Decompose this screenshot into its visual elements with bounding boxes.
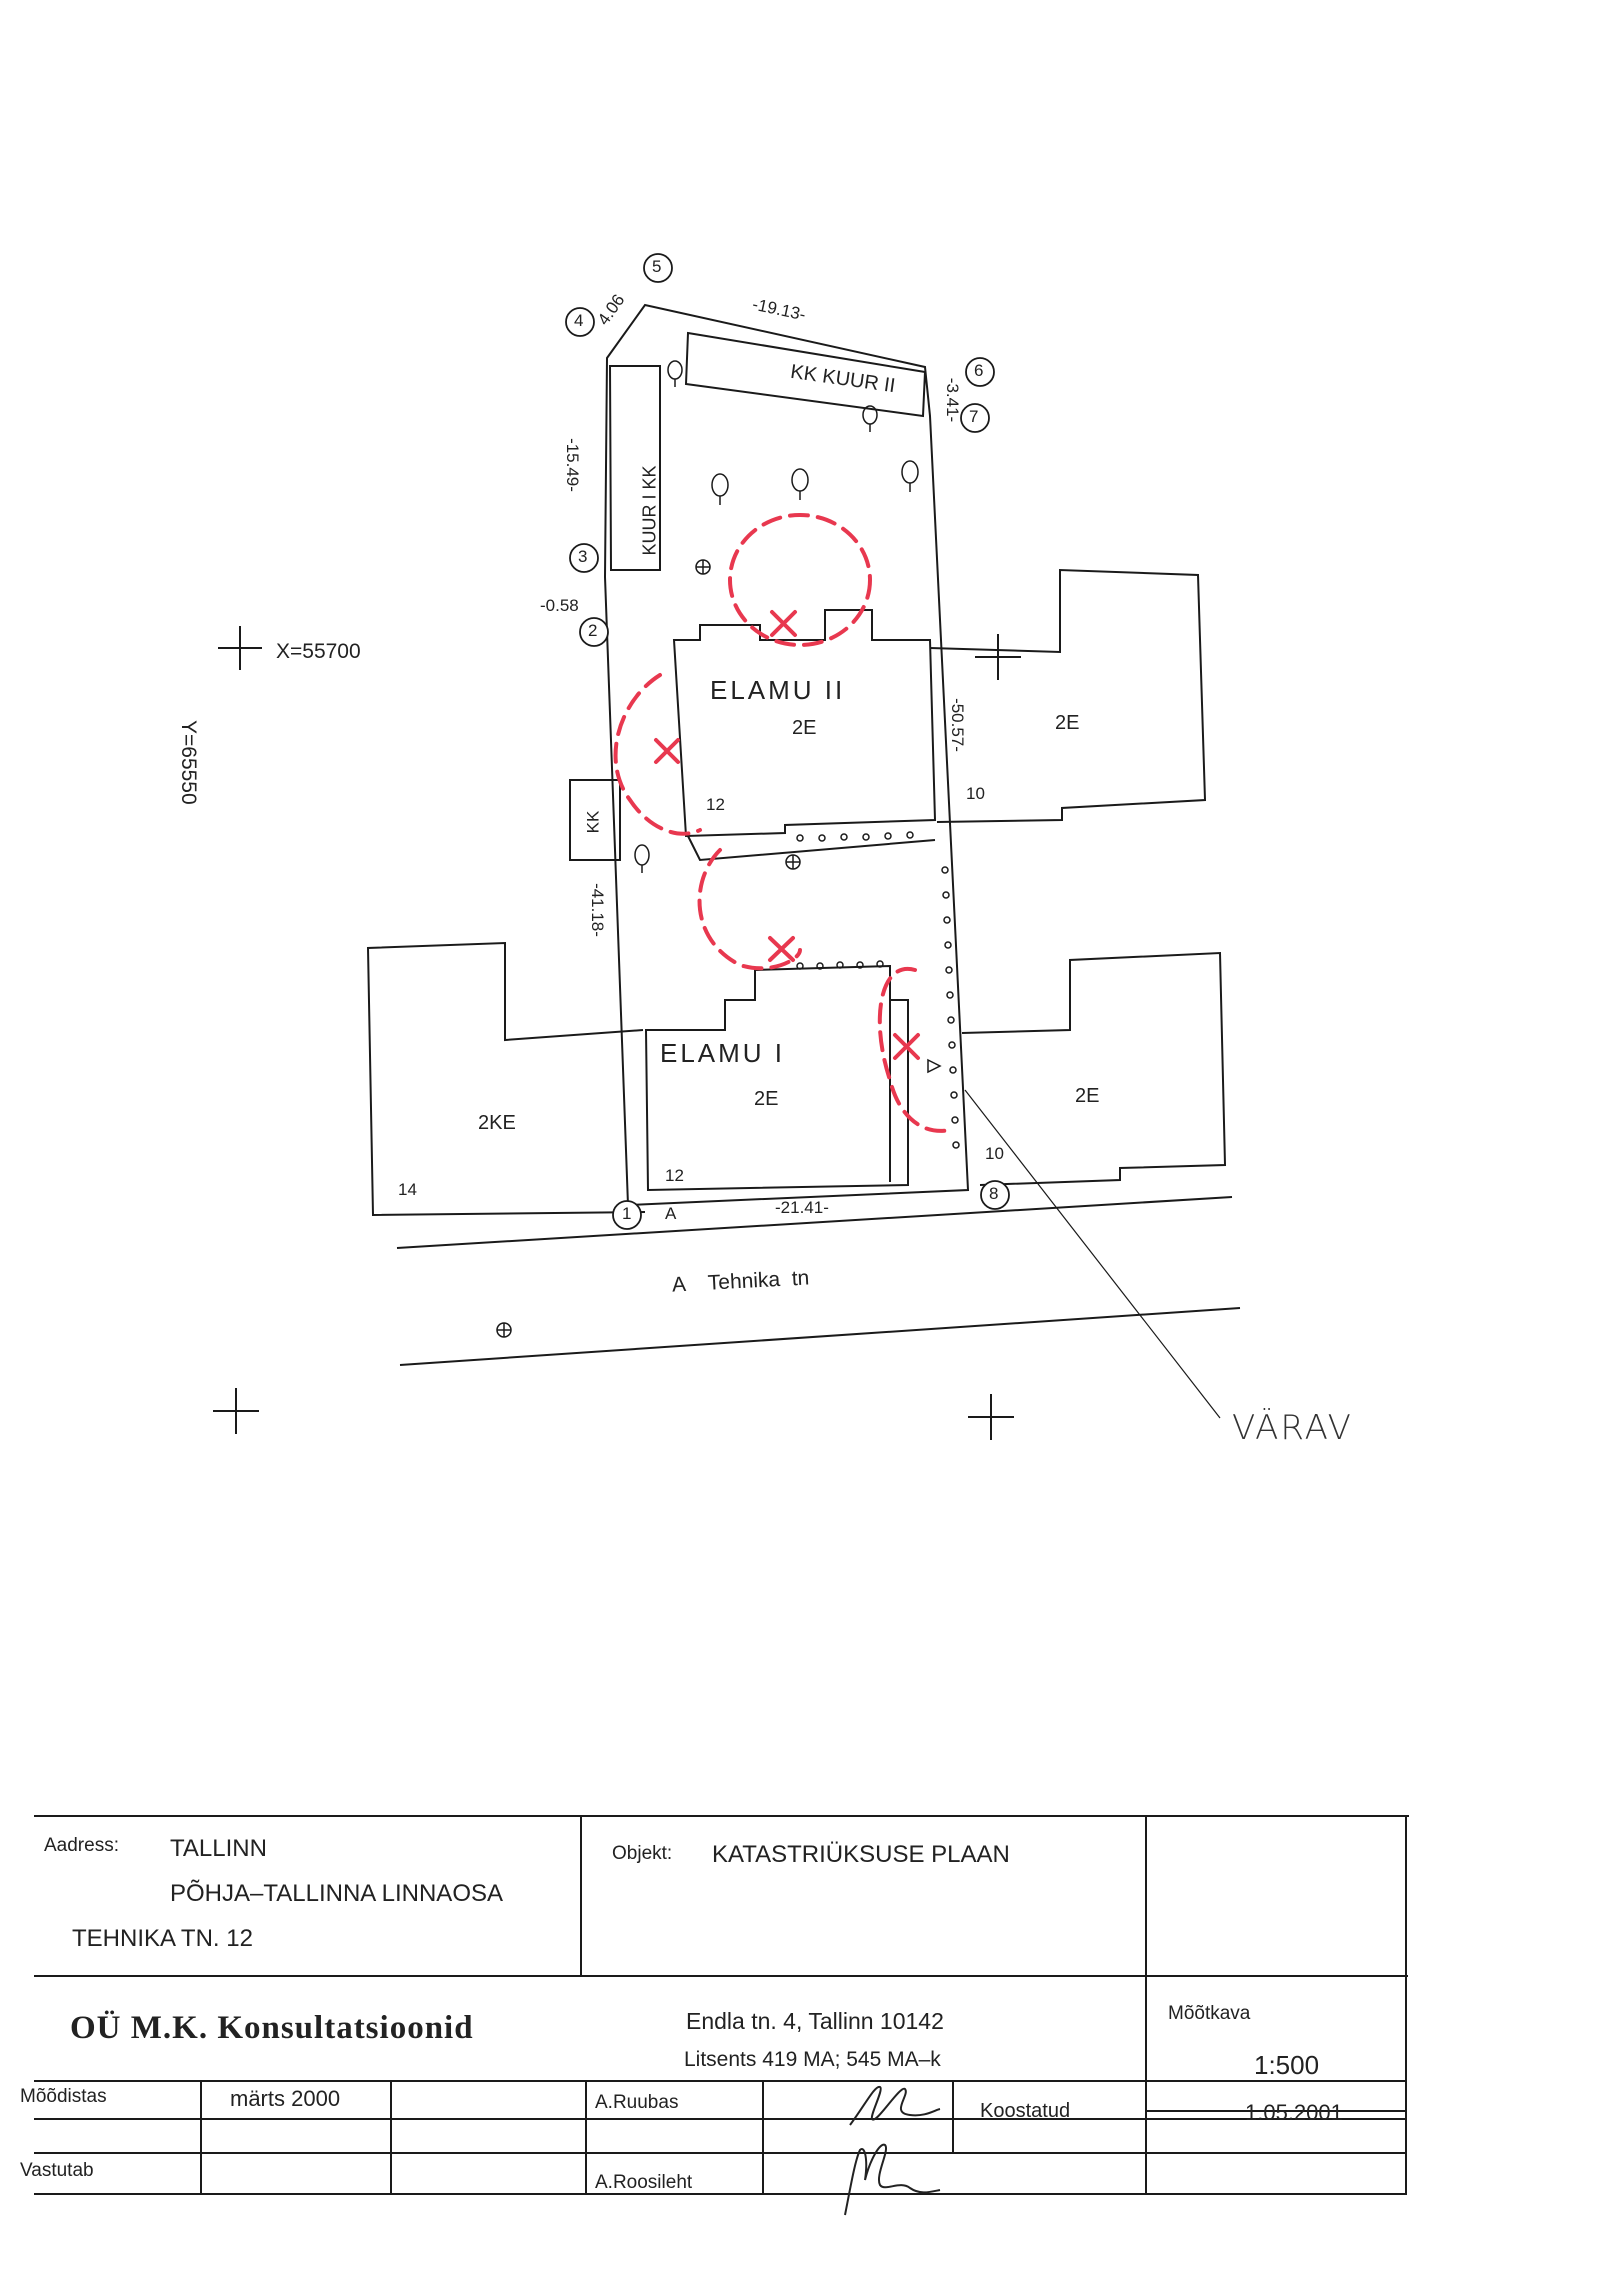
address-street: TEHNIKA TN. 12 <box>72 1925 253 1952</box>
dimension-3-4: -15.49- <box>562 438 582 492</box>
tree-icon <box>712 474 728 505</box>
object-label: Objekt: <box>612 1843 673 1864</box>
coord-x-label: X=55700 <box>276 640 361 663</box>
company-name: OÜ M.K. Konsultatsioonid <box>70 2010 474 2046</box>
fence-dots-horizontal <box>797 832 913 969</box>
object-value: KATASTRIÜKSUSE PLAAN <box>712 1841 1010 1868</box>
building-elamu-ii-label: ELAMU II <box>710 675 846 705</box>
point-6-label: 6 <box>974 361 984 380</box>
building-elamu-ii-floors: 2E <box>792 717 817 739</box>
address-label: Aadress: <box>44 1835 119 1856</box>
building-kk-label: KK <box>583 810 603 834</box>
company-address: Endla tn. 4, Tallinn 10142 <box>686 2008 944 2034</box>
coord-cross-top-right <box>975 634 1021 680</box>
street-edge-lower <box>400 1308 1240 1365</box>
point-8-label: 8 <box>989 1184 999 1203</box>
building-elamu-i <box>646 966 908 1190</box>
surveyed-label: Mõõdistas <box>20 2086 107 2107</box>
hydrant-icon <box>497 1323 511 1337</box>
house-number-14: 14 <box>398 1180 417 1199</box>
dimension-1-8: -21.41- <box>775 1198 829 1217</box>
coord-cross-top-left <box>218 626 262 670</box>
dimension-6-7: -3.41- <box>943 377 963 423</box>
building-kuur-i-label: KUUR I KK <box>639 465 660 556</box>
red-x-2 <box>656 740 678 762</box>
point-3-label: 3 <box>578 547 588 566</box>
dimension-4-5: 4.06 <box>593 290 629 329</box>
tree-icon <box>668 361 682 387</box>
coord-cross-bottom-right <box>968 1394 1014 1440</box>
house-number-12-upper: 12 <box>706 795 725 814</box>
gate-triangle-icon <box>928 1060 940 1072</box>
building-left-bottom <box>368 943 645 1215</box>
building-right-top-floors: 2E <box>1055 712 1080 734</box>
compiled-label: Koostatud <box>980 2100 1071 2122</box>
tree-icon <box>792 469 808 500</box>
point-2-label: 2 <box>588 621 598 640</box>
coord-cross-bottom-left <box>213 1388 259 1434</box>
building-elamu-i-floors: 2E <box>754 1088 779 1110</box>
point-7-label: 7 <box>969 407 979 426</box>
dimension-2-3: -0.58 <box>540 596 579 615</box>
responsible-label: Vastutab <box>20 2160 94 2181</box>
compiled-date: 1.05.2001 <box>1245 2100 1343 2125</box>
hydrant-icon <box>786 855 800 869</box>
building-left-bottom-floors: 2KE <box>478 1112 516 1134</box>
building-kuur-ii-label: KK KUUR II <box>789 360 897 398</box>
street-a-marker: A <box>665 1204 677 1223</box>
responsible-name: A.Roosileht <box>595 2172 693 2193</box>
red-x-4 <box>895 1035 918 1058</box>
tree-icon <box>635 845 649 873</box>
hydrant-icon <box>696 560 710 574</box>
point-4-label: 4 <box>574 311 584 330</box>
gate-leader-line <box>965 1090 1220 1418</box>
company-license: Litsents 419 MA; 545 MA–k <box>684 2048 941 2071</box>
coord-y-label: Y=65550 <box>177 720 200 805</box>
house-number-10-lower: 10 <box>985 1144 1004 1163</box>
dimension-5-6: -19.13- <box>750 294 808 325</box>
point-1-label: 1 <box>622 1204 632 1223</box>
surveyed-date: märts 2000 <box>230 2086 341 2111</box>
street-name: A Tehnika tn <box>671 1266 810 1297</box>
scale-label: Mõõtkava <box>1168 2003 1251 2024</box>
signature-surveyor <box>840 2075 960 2135</box>
surveyor-name: A.Ruubas <box>595 2092 679 2113</box>
gate-note: VÄRAV <box>1232 1408 1353 1448</box>
address-district: PÕHJA–TALLINNA LINNAOSA <box>170 1880 503 1907</box>
scale-value: 1:500 <box>1254 2050 1320 2080</box>
building-elamu-i-label: ELAMU I <box>660 1038 786 1068</box>
red-curve-left <box>616 675 700 834</box>
fence-dots-vertical <box>942 867 959 1148</box>
point-5-label: 5 <box>652 257 662 276</box>
house-number-12-lower: 12 <box>665 1166 684 1185</box>
tree-icon <box>902 461 918 492</box>
house-number-10-upper: 10 <box>966 784 985 803</box>
red-x-3 <box>770 938 793 960</box>
address-city: TALLINN <box>170 1835 267 1862</box>
dimension-1-2: -41.18- <box>587 883 607 937</box>
building-right-bottom-floors: 2E <box>1075 1085 1100 1107</box>
red-x-1 <box>772 612 795 635</box>
dimension-7-8: -50.57- <box>947 698 967 752</box>
signature-responsible <box>830 2130 950 2220</box>
passage <box>688 836 935 860</box>
